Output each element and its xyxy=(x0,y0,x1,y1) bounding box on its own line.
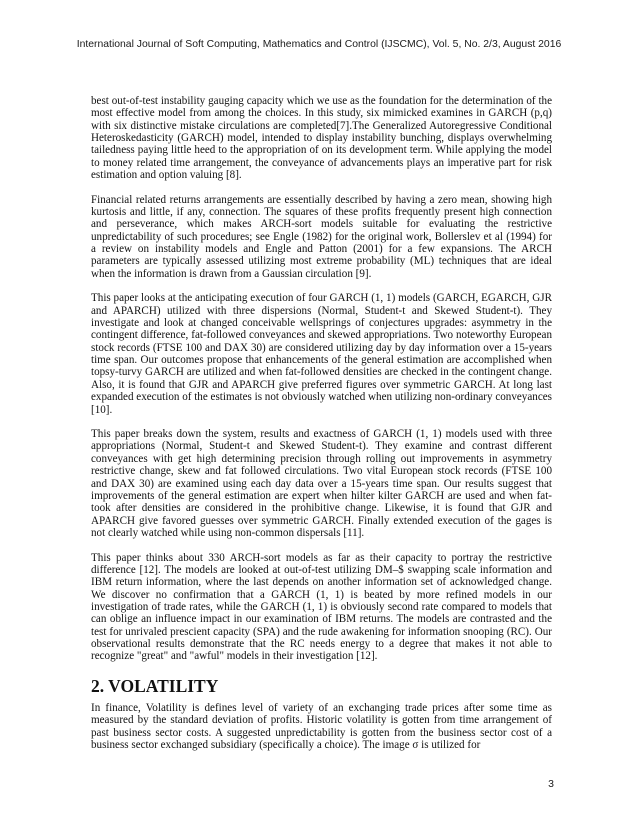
paragraph-1: best out-of-test instability gauging capacity which we use as the foundation for the determination of the most effective model from among the choices. In this study, six mimicked examines in GARCH (p,q) with six distinctive mistake circulations are completed[7].The Generalized Autoregressive Conditional Heteroskedasticity (GARCH) model, intended to display instability bunching, displays overwhelming tailedness paying little heed to the appropriation of on its development term. While applying the model to money related time arrangement, the conveyance of advancements plays an imperative part for risk estimation and option valuing [8]. xyxy=(91,95,552,182)
body-text xyxy=(91,95,552,764)
paragraph-5: This paper thinks about 330 ARCH-sort models as far as their capacity to portray the restrictive difference [12]. The models are looked at out-of-test utilizing DM–$ swapping scale information and IBM return information, where the last depends on another information set of acknowledged change. We discover no confirmation that a GARCH (1, 1) is beated by more refined models in our investigation of trade rates, while the GARCH (1, 1) is obviously second rate compared to models that can oblige an influence impact in our examination of IBM returns. The models are contrasted and the test for unrivaled prescient capacity (SPA) and the rude awakening for information snooping (RC). Our observational results demonstrate that the RC needs energy to a degree that makes it not able to recognize "great" and "awful" models in their investigation [12]. xyxy=(91,551,552,663)
section-heading-volatility: 2. VOLATILITY xyxy=(91,675,219,696)
paragraph-4: This paper breaks down the system, results and exactness of GARCH (1, 1) models used with three appropriations (Normal, Student-t and Skewed Student-t). They examine and contrast different conveyances with get high determining precision through rolling out improvements in asymmetry restrictive change, skew and fat followed circulations. Two vital European stock records (FTSE 100 and DAX 30) are examined using each day data over a 15-years time span. Our results suggest that improvements of the general estimation are expert when hilter kilter GARCH are used and when fat-took after densities are considered in the prohibitive change. Likewise, it is found that GJR and APARCH give favored guesses over symmetric GARCH. Finally extended execution of the gages is not clearly watched while using non-common dispersals [11]. xyxy=(91,428,552,539)
paragraph-2: Financial related returns arrangements are essentially described by having a zero mean, showing high kurtosis and little, if any, connection. The squares of these profits frequently present high connection and perseverance, which makes ARCH-sort models suitable for evaluating the restrictive unpredictability of such procedures; see Engle (1982) for the original work, Bollerslev et al (1994) for a review on instability models and Engle and Patton (2001) for a few expansions. The ARCH parameters are typically assessed utilizing most extreme probability (ML) techniques that are ideal when the information is drawn from a Gaussian circulation [9]. xyxy=(91,193,552,280)
paragraph-3: This paper looks at the anticipating execution of four GARCH (1, 1) models (GARCH, EGARCH, GJR and APARCH) utilized with three dispersions (Normal, Student-t and Skewed Student-t). They investigate and look at changed conceivable wellsprings of conjectures upgrades: asymmetry in the contingent difference, fat-followed conveyances and skewed appropriations. Two noteworthy European stock records (FTSE 100 and DAX 30) are considered utilizing day by day information over a 15-years time span. Our outcomes propose that enhancements of the general estimation are accomplished when topsy-turvy GARCH are utilized and when fat-followed densities are checked in the contingent change. Also, it is found that GJR and APARCH give preferred figures over symmetric GARCH. At long last expanded execution of the estimates is not obviously watched when utilizing non-ordinary conveyances [10]. xyxy=(91,292,552,416)
paragraph-volatility: In finance, Volatility is defines level of variety of an exchanging trade prices after some time as measured by the standard deviation of profits. Historic volatility is gotten from time arrangement of past business sector costs. A suggested unpredictability is gotten from the business sector cost of a business sector exchanged subsidiary (specifically a choice). The image σ is utilized for xyxy=(91,701,552,751)
page-number: 3 xyxy=(548,778,554,790)
running-header: International Journal of Soft Computing, Mathematics and Control (IJSCMC), Vol. 5, No. 2/3, August 2016 xyxy=(76,39,562,50)
